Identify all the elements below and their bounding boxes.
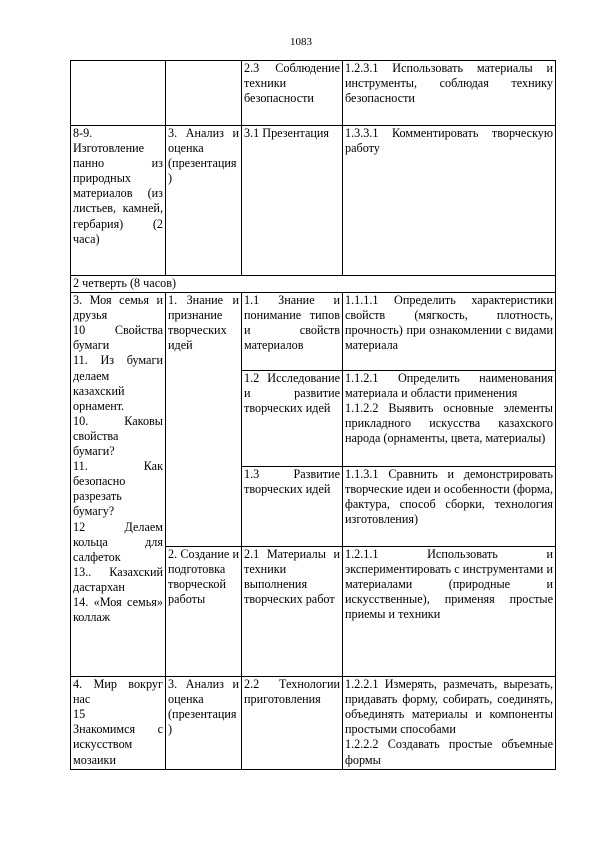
topic-line: 3. Моя семья и друзья [73, 293, 163, 323]
topic-cell: 8-9. Изготовление панно из природных материалов (из листьев, камней, гербария) (2 часа) [71, 126, 166, 276]
subsection-cell: 3.1 Презентация [242, 126, 343, 276]
page-number: 1083 [290, 36, 312, 48]
topic-cell [71, 61, 166, 126]
objective-cell: 1.1.3.1 Сравнить и демонстрировать творческие идеи и особенности (форма, фактура, способ сборки, технология изготовления) [343, 467, 556, 547]
topic-cell [71, 677, 166, 770]
topic-line: 12 Делаем кольца для салфеток [73, 519, 163, 564]
subsection-cell: 1.1 Знание и понимание типов и свойств материалов [242, 293, 343, 371]
topic-line: 11. Из бумаги делаем казахский орнамент. [73, 353, 163, 413]
subsection-cell: 2.1 Материалы и техники выполнения творческих работ [242, 547, 343, 677]
section-cell: 3. Анализ и оценка (презентация) [166, 126, 242, 276]
topic-line: 13.. Казахский дастархан [73, 564, 163, 594]
objective-text: 1.2.2.2 Создавать простые объемные формы [345, 737, 553, 767]
subsection-cell: 1.2 Исследование и развитие творческих идей [242, 371, 343, 467]
topic-line: 15 [73, 707, 86, 722]
topic-line: 4. Мир вокруг нас [73, 677, 163, 707]
objective-cell: 1.2.3.1 Использовать материалы и инструменты, соблюдая технику безопасности [343, 61, 556, 126]
objective-cell [343, 677, 556, 770]
table-row [71, 293, 556, 371]
curriculum-table [70, 60, 556, 770]
table-row [71, 61, 556, 126]
section-cell: 3. Анализ и оценка (презентация) [166, 677, 242, 770]
topic-line: 14. «Моя семья» коллаж [73, 594, 163, 625]
objective-cell: 1.2.1.1 Использовать и экспериментировать с инструментами и материалами (природные и искусственные), применяя простые приемы и техники [343, 547, 556, 677]
quarter-heading: 2 четверть (8 часов) [71, 276, 556, 293]
table-row [71, 677, 556, 770]
topic-cell [71, 293, 166, 677]
subsection-cell: 1.3 Развитие творческих идей [242, 467, 343, 547]
topic-line: 11. Как безопасно разрезать бумагу? [73, 459, 163, 519]
objective-text: 1.1.2.1 Определить наименования материала и области применения [345, 371, 553, 401]
subsection-cell: 2.2 Технологии приготовления [242, 677, 343, 770]
topic-line: Знакомимся с искусством мозаики [73, 722, 163, 767]
objective-text: 1.1.2.2 Выявить основные элементы прикладного искусства казахского народа (орнаменты, цвета, материалы) [345, 401, 553, 446]
objective-cell: 1.3.3.1 Комментировать творческую работу [343, 126, 556, 276]
table-row [71, 126, 556, 276]
section-cell: 2. Создание и подготовка творческой работы [166, 547, 242, 677]
objective-cell [343, 371, 556, 467]
subsection-cell: 2.3 Соблюдение техники безопасности [242, 61, 343, 126]
topic-line: 10. Каковы свойства бумаги? [73, 413, 163, 459]
table-row [71, 276, 556, 293]
objective-cell: 1.1.1.1 Определить характеристики свойств (мягкость, плотность, прочность) при ознакомлении с видами материала [343, 293, 556, 371]
objective-text: 1.2.2.1 Измерять, размечать, вырезать, придавать форму, собирать, соединять, объединять материалы и компоненты простыми способами [345, 677, 553, 737]
section-cell: 1. Знание и признание творческих идей [166, 293, 242, 547]
topic-line: 10 Свойства бумаги [73, 323, 163, 353]
section-cell [166, 61, 242, 126]
